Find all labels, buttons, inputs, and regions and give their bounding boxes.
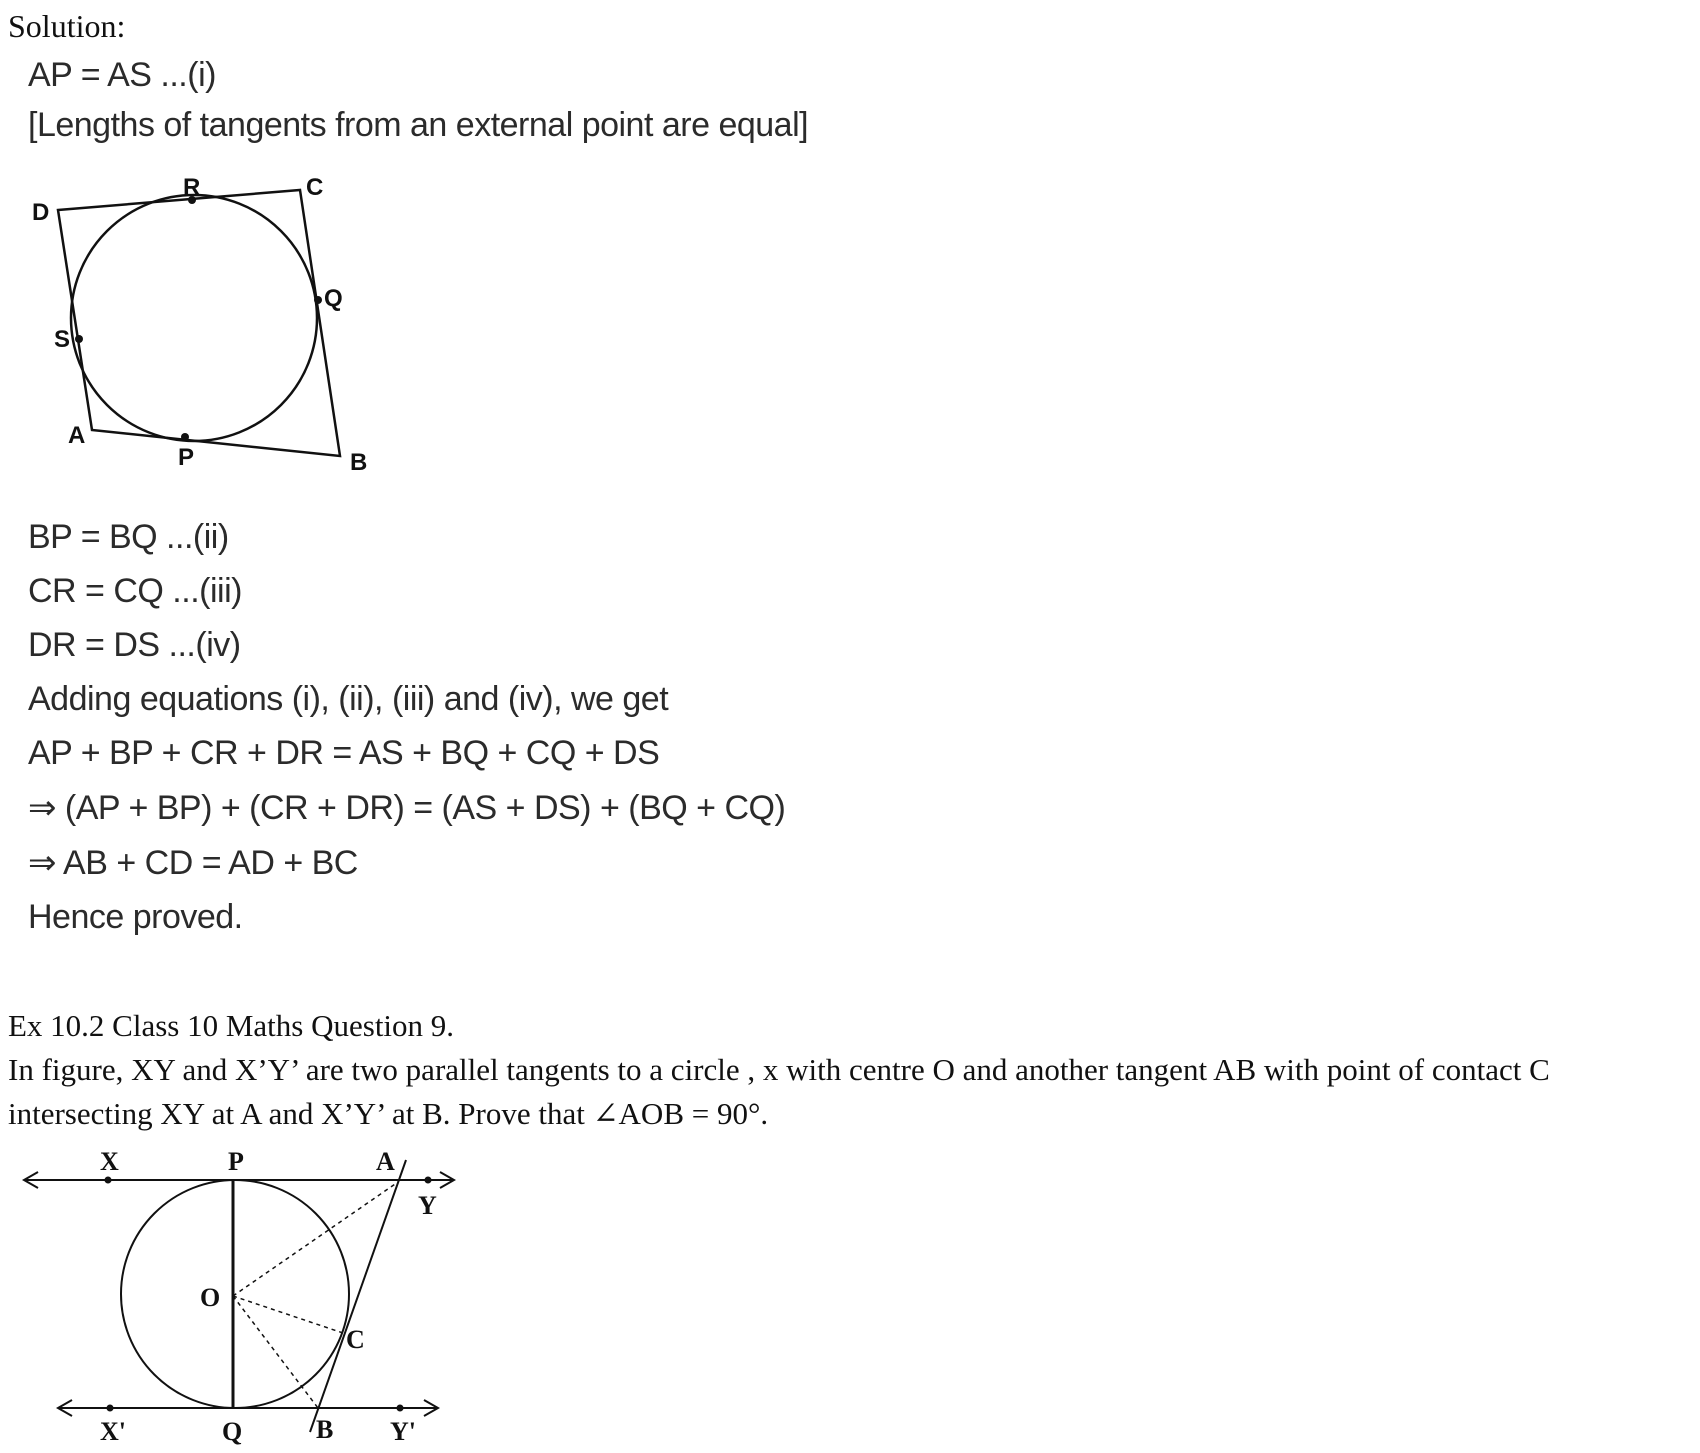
question-text-line-2: intersecting XY at A and X’Y’ at B. Prove that ∠AOB = 90°. bbox=[8, 1096, 769, 1131]
dashed-ob bbox=[233, 1296, 318, 1408]
label-b: B bbox=[350, 449, 368, 476]
point-y2-dot bbox=[397, 1405, 404, 1412]
label-r: R bbox=[183, 174, 201, 201]
figure-quadrilateral-incircle bbox=[0, 150, 400, 490]
question-title: Ex 10.2 Class 10 Maths Question 9. bbox=[8, 1008, 455, 1043]
quadrilateral-abcd bbox=[58, 190, 340, 456]
label-a: A bbox=[376, 1147, 395, 1176]
dashed-oa bbox=[233, 1182, 398, 1296]
equation-ii: BP = BQ ...(ii) bbox=[28, 518, 229, 556]
question-text-line-1: In figure, XY and X’Y’ are two parallel tangents to a circle , x with centre O and another tangent AB with point of contact C bbox=[8, 1052, 1550, 1087]
point-x-dot bbox=[105, 1177, 112, 1184]
incircle bbox=[71, 195, 317, 441]
point-x2-dot bbox=[107, 1405, 114, 1412]
solution-label: Solution: bbox=[8, 8, 126, 44]
point-p-dot bbox=[181, 433, 189, 441]
label-p: P bbox=[178, 444, 195, 471]
label-o: O bbox=[200, 1283, 221, 1312]
label-b: B bbox=[316, 1415, 334, 1444]
label-q: Q bbox=[324, 285, 343, 312]
grouped-equation: ⇒ (AP + BP) + (CR + DR) = (AS + DS) + (BQ + CQ) bbox=[28, 789, 786, 827]
point-s-dot bbox=[75, 335, 83, 343]
label-y: Y bbox=[418, 1191, 437, 1220]
label-x: X bbox=[100, 1147, 119, 1176]
dashed-oc bbox=[233, 1296, 346, 1334]
result-equation: ⇒ AB + CD = AD + BC bbox=[28, 844, 358, 882]
equation-iv: DR = DS ...(iv) bbox=[28, 626, 241, 664]
sum-equation: AP + BP + CR + DR = AS + BQ + CQ + DS bbox=[28, 734, 660, 772]
label-c: C bbox=[306, 174, 324, 201]
label-a: A bbox=[68, 422, 86, 449]
hence-proved: Hence proved. bbox=[28, 898, 243, 936]
label-y-prime: Y' bbox=[390, 1417, 416, 1446]
point-y-dot bbox=[425, 1177, 432, 1184]
tangent-property-note: [Lengths of tangents from an external point are equal] bbox=[28, 106, 809, 144]
label-x-prime: X' bbox=[100, 1417, 126, 1446]
adding-equations-text: Adding equations (i), (ii), (iii) and (iv), we get bbox=[28, 680, 669, 718]
point-q-dot bbox=[314, 296, 322, 304]
figure-parallel-tangents bbox=[0, 1140, 470, 1453]
label-p: P bbox=[228, 1147, 244, 1176]
equation-iii: CR = CQ ...(iii) bbox=[28, 572, 242, 610]
label-s: S bbox=[54, 326, 71, 353]
label-d: D bbox=[32, 199, 50, 226]
label-c: C bbox=[346, 1325, 365, 1354]
tangent-ab bbox=[310, 1160, 406, 1432]
equation-i: AP = AS ...(i) bbox=[28, 56, 216, 94]
label-q: Q bbox=[222, 1417, 243, 1446]
